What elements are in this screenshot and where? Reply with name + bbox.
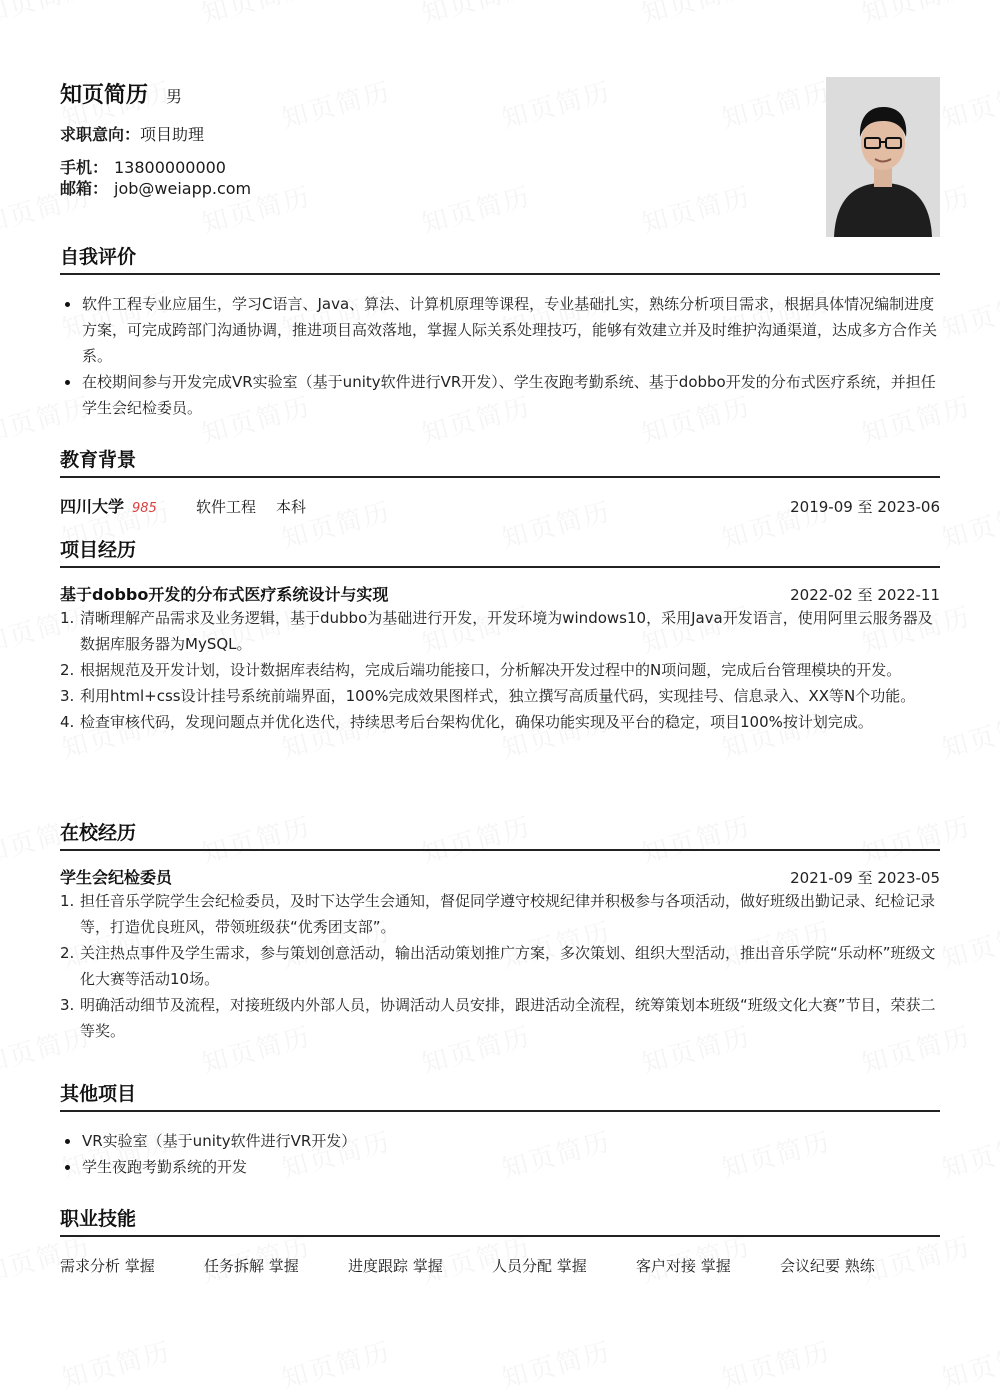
skill-item: 客户对接 掌握 [636, 1257, 731, 1275]
item-text: 根据规范及开发计划，设计数据库表结构，完成后端功能接口，分析解决开发过程中的N项问题，完成后台管理模块的开发。 [80, 661, 902, 679]
list-item: 软件工程专业应届生，学习C语言、Java、算法、计算机原理等课程，专业基础扎实，熟练分析项目需求，根据具体情况编制进度方案，可完成跨部门沟通协调，推进项目高效落地，掌握人际关系处理技巧，能够有效建立并及时维护沟通渠道，达成多方合作关系。 [60, 291, 940, 369]
item-number: 3. [60, 687, 75, 705]
campus-title: 在校经历 [60, 818, 940, 851]
campus-section [60, 818, 940, 1044]
list-item [60, 992, 940, 1044]
list-item: VR实验室（基于unity软件进行VR开发） [60, 1128, 940, 1154]
resume-page [60, 0, 940, 1275]
list-item: 学生夜跑考勤系统的开发 [60, 1154, 940, 1180]
contact-info [60, 157, 251, 199]
item-text: 关注热点事件及学生需求，参与策划创意活动，输出活动策划推广方案，多次策划、组织大型活动，推出音乐学院“乐动杯”班级文化大赛等活动10场。 [80, 944, 936, 988]
watermark-text [937, 491, 1000, 556]
phone-row [60, 157, 251, 178]
item-number: 2. [60, 661, 75, 679]
watermark-text [937, 911, 1000, 976]
skill-item: 人员分配 掌握 [492, 1257, 587, 1275]
phone-value: 13800000000 [114, 158, 226, 177]
email-label: 邮箱： [60, 179, 109, 198]
item-text: 检查审核代码，发现问题点并优化迭代，持续思考后台架构优化，确保功能实现及平台的稳定，项目100%按计划完成。 [80, 713, 873, 731]
skills-section [60, 1204, 940, 1276]
project-duties [60, 605, 940, 735]
education-section [60, 445, 940, 517]
list-item [60, 605, 940, 657]
item-number: 1. [60, 892, 75, 910]
item-text: 清晰理解产品需求及业务逻辑，基于dubbo为基础进行开发，开发环境为windows10，采用Java开发语言，使用阿里云服务器及数据库服务器为MySQL。 [80, 609, 933, 653]
campus-date: 2021-09 至 2023-05 [790, 869, 940, 887]
intent-label: 求职意向： [60, 125, 141, 144]
job-intent [60, 122, 204, 145]
project-name: 基于dobbo开发的分布式医疗系统设计与实现 [60, 585, 389, 604]
list-item: 在校期间参与开发完成VR实验室（基于unity软件进行VR开发）、学生夜跑考勤系统、基于dobbo开发的分布式医疗系统，并担任学生会纪检委员。 [60, 369, 940, 421]
school-name: 四川大学 [60, 497, 125, 516]
email-row [60, 178, 251, 199]
skills-title: 职业技能 [60, 1204, 940, 1237]
watermark-text [937, 1121, 1000, 1186]
degree: 本科 [275, 498, 306, 516]
phone-label: 手机： [60, 158, 109, 177]
watermark-text [937, 1331, 1000, 1396]
school-tag-badge: 985 [132, 501, 157, 516]
list-item [60, 888, 940, 940]
other-projects-list [60, 1128, 940, 1180]
watermark-text [57, 1331, 175, 1396]
candidate-gender: 男 [166, 87, 183, 106]
watermark-text [937, 71, 1000, 136]
other-projects-section [60, 1079, 940, 1180]
item-text: 明确活动细节及流程，对接班级内外部人员，协调活动人员安排，跟进活动全流程，统筹策划本班级“班级文化大赛”节目，荣获二等奖。 [80, 996, 936, 1040]
resume-header [60, 0, 940, 240]
self-eval-section [60, 242, 940, 421]
major: 软件工程 [195, 498, 256, 516]
skill-item: 会议纪要 熟练 [780, 1257, 875, 1275]
watermark-text [497, 1331, 615, 1396]
list-item [60, 709, 940, 735]
campus-header [60, 865, 940, 888]
person-photo-icon [826, 77, 940, 237]
skills-list [60, 1255, 940, 1276]
skill-item: 需求分析 掌握 [60, 1257, 155, 1275]
education-title: 教育背景 [60, 445, 940, 478]
item-number: 3. [60, 996, 75, 1014]
avatar [826, 77, 940, 237]
project-header [60, 582, 940, 605]
skill-item: 任务拆解 掌握 [204, 1257, 299, 1275]
watermark-text [937, 701, 1000, 766]
name-row [60, 78, 182, 109]
email-value: job@weiapp.com [114, 179, 252, 198]
education-row [60, 494, 940, 517]
project-date: 2022-02 至 2022-11 [790, 586, 940, 604]
education-main [60, 494, 306, 517]
other-projects-title: 其他项目 [60, 1079, 940, 1112]
campus-duties [60, 888, 940, 1044]
intent-value: 项目助理 [140, 125, 205, 144]
education-date: 2019-09 至 2023-06 [790, 498, 940, 516]
projects-title: 项目经历 [60, 535, 940, 568]
item-number: 4. [60, 713, 75, 731]
item-number: 1. [60, 609, 75, 627]
list-item [60, 683, 940, 709]
item-text: 利用html+css设计挂号系统前端界面，100%完成效果图样式，独立撰写高质量代码，实现挂号、信息录入、XX等N个功能。 [80, 687, 916, 705]
watermark-text [937, 281, 1000, 346]
watermark-text [717, 1331, 835, 1396]
self-eval-list [60, 291, 940, 421]
list-item [60, 940, 940, 992]
campus-role: 学生会纪检委员 [60, 868, 173, 887]
self-eval-title: 自我评价 [60, 242, 940, 275]
projects-section [60, 535, 940, 735]
item-number: 2. [60, 944, 75, 962]
list-item [60, 657, 940, 683]
education-meta [196, 498, 306, 516]
watermark-text [277, 1331, 395, 1396]
candidate-name: 知页简历 [60, 83, 149, 108]
item-text: 担任音乐学院学生会纪检委员，及时下达学生会通知，督促同学遵守校规纪律并积极参与各项活动，做好班级出勤记录、纪检记录等，打造优良班风，带领班级获“优秀团支部”。 [80, 892, 936, 936]
skill-item: 进度跟踪 掌握 [348, 1257, 443, 1275]
